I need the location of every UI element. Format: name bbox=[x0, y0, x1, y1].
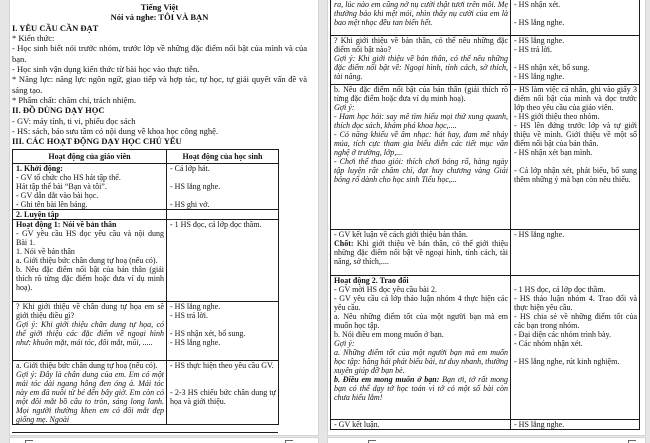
paragraph: Chốt: Khi giới thiệu về bản thân, có thể giới thiệu những đặc điểm nổi bật về ngoại hình, tính cách, tài năng, sở thích,.... bbox=[334, 239, 508, 266]
student-activity-cell bbox=[167, 219, 279, 301]
table-cut-border bbox=[12, 432, 278, 433]
paragraph: - HS lắng nghe. bbox=[514, 72, 565, 81]
table-row bbox=[331, 85, 640, 230]
paragraph: b. Nói điều em mong muốn ở bạn. bbox=[334, 330, 444, 339]
paragraph: Gợi ý: Khi giới thiệu chân dung tự họa, có thể giới thiệu các đặc điểm về ngoại hình như: khuôn mặt, mái tóc, đôi mắt, mũi, ..... bbox=[16, 319, 164, 347]
body-line: - Học sinh biết nói trước nhóm, trước lớp về những đặc điểm nổi bật của mình và của bạn. bbox=[12, 43, 307, 64]
teacher-activity-cell bbox=[331, 230, 511, 276]
paragraph: - HS lên đứng trước lớp và tự giới thiệu về mình. Giới thiệu về một số điểm nổi bật của bản thân. bbox=[514, 121, 637, 148]
paragraph bbox=[170, 370, 276, 379]
paragraph: b. Nêu đặc điểm nổi bật của bản thân (giải thích rõ từng đặc điểm hoặc đưa ví dụ minh hoạ). bbox=[334, 85, 508, 103]
paragraph: - HS thực hiện theo yêu cầu GV. bbox=[170, 360, 274, 370]
student-activity-cell bbox=[167, 209, 279, 219]
paragraph: - HS lắng nghe. bbox=[170, 337, 221, 347]
teacher-activity-cell bbox=[13, 219, 167, 301]
teacher-activity-cell bbox=[331, 0, 511, 36]
paragraph: a. Giới thiệu bức chân dung tự hoạ (nếu có). bbox=[16, 255, 158, 265]
paragraph: Gợi ý: bbox=[334, 339, 355, 348]
teacher-activity-cell bbox=[13, 360, 167, 424]
paragraph: - HS lắng nghe. bbox=[514, 420, 565, 429]
paragraph: Hoạt động 2. Trao đổi bbox=[334, 276, 409, 285]
table-row bbox=[13, 301, 279, 360]
teacher-activity-cell bbox=[331, 276, 511, 420]
paragraph: - HS làm việc cá nhân, ghi vào giấy 3 điểm nổi bật của mình và đọc trước lớp theo yêu cầu của giáo viên. bbox=[514, 85, 637, 112]
page-2 bbox=[328, 0, 645, 435]
teacher-activity-cell bbox=[331, 85, 511, 230]
paragraph: - HS trả lời. bbox=[170, 310, 209, 320]
paragraph: ? Khi giới thiệu về chân dung tự họa em sẽ giới thiệu điều gì? bbox=[16, 301, 164, 320]
paragraph bbox=[170, 379, 276, 388]
paragraph bbox=[170, 320, 276, 329]
table-header-row bbox=[13, 149, 279, 163]
column-header-student: Hoạt động của học sinh bbox=[167, 149, 279, 163]
paragraph: Gợi ý: Đây là chân dung của em. Em có một mái tóc dài ngang hông đen óng ả. Mái tóc này em đã nuôi từ bé đến bây giờ. Em còn có một đôi mắt bồ câu to tròn, sáng long lanh. Mọi người thường khen em có đôi mắt đẹp giống mẹ. Ngoài bbox=[16, 369, 164, 424]
paragraph: - 1 HS đọc, cả lớp đọc thầm. bbox=[170, 219, 262, 229]
paragraph: a. Giới thiệu bức chân dung tự hoạ (nếu có). bbox=[16, 360, 158, 370]
paragraph: ? Khi giới thiệu về bản thân, có thể nêu những đặc điểm nổi bật nào? bbox=[334, 36, 508, 54]
column-header-teacher: Hoạt động của giáo viên bbox=[13, 149, 167, 163]
paragraph: - Đại diện các nhóm trình bày. bbox=[514, 330, 612, 339]
student-activity-cell bbox=[167, 360, 279, 424]
paragraph: - HS nhận xét. bbox=[514, 0, 561, 9]
student-activity-cell bbox=[511, 0, 640, 36]
paragraph: ra, lúc nào em cũng nở nụ cười thật tươi trên môi. Mẹ thường bảo khi mệt mỏi, nhìn thấy nụ cười của em là bao mệt nhọc đều tan biến hết. bbox=[334, 0, 508, 27]
paragraph: - Ghi tên bài lên bảng. bbox=[16, 199, 88, 209]
paragraph bbox=[170, 191, 276, 200]
paragraph: - GV kết luận về cách giới thiệu bản thân. bbox=[334, 230, 468, 239]
paragraph: - Có năng khiếu về âm nhạc: hát hay, đam mê nhảy múa, tích cực tham gia biểu diễn các tiết mục văn nghệ ở trường, lớp,... bbox=[334, 130, 508, 157]
paragraph bbox=[514, 276, 637, 285]
heading-line: III. CÁC HOẠT ĐỘNG DẠY HỌC CHỦ YẾU bbox=[12, 136, 182, 147]
paragraph: Gợi ý: bbox=[334, 103, 355, 112]
student-activity-cell bbox=[511, 230, 640, 276]
paragraph: - HS ghi vở. bbox=[170, 199, 210, 209]
table-row bbox=[331, 0, 640, 36]
table-row bbox=[331, 276, 640, 420]
body-line: - GV: máy tính, ti vi, phiếu đọc sách bbox=[12, 115, 136, 126]
paragraph: - HS lắng nghe, rút kinh nghiệm. bbox=[514, 357, 620, 366]
paragraph: - Các nhóm nhận xét. bbox=[514, 339, 583, 348]
paragraph: - GV yêu cầu HS đọc yêu cầu và nội dung Bài 1. bbox=[16, 228, 164, 247]
teacher-activity-cell bbox=[331, 36, 511, 85]
paragraph: - 2-3 HS chiếu bức chân dung tự họa và giới thiệu. bbox=[170, 387, 276, 406]
paragraph: - HS lắng nghe. bbox=[514, 18, 565, 27]
heading-line: Nói và nghe: TÔI VÀ BẠN bbox=[110, 12, 209, 23]
table-row bbox=[331, 36, 640, 85]
paragraph bbox=[514, 9, 637, 18]
paragraph: 1. Nói về bản thân bbox=[16, 246, 75, 256]
paragraph: - HS nhận xét, bổ sung. bbox=[170, 328, 246, 338]
paragraph: - GV yêu cầu cả lớp thảo luận nhóm 4 thực hiện các yêu cầu. bbox=[334, 294, 508, 312]
paragraph: 2. Luyện tập bbox=[16, 209, 59, 219]
body-line: * Phẩm chất: chăm chỉ, trách nhiệm. bbox=[12, 95, 137, 106]
paragraph: - Ham học hỏi: say mê tìm hiểu mọi thứ xung quanh, thích đọc sách, khám phá khoa học,.... bbox=[334, 112, 508, 130]
paragraph: a. Nêu những điểm tốt của một người bạn mà em muốn học tập. bbox=[334, 312, 508, 330]
table-row bbox=[13, 219, 279, 301]
paragraph: - GV tổ chức cho HS hát tập thể. bbox=[16, 172, 121, 182]
paragraph: - Cả lớp nhận xét, phát biểu, bổ sung thêm những ý mà bạn còn nêu thiếu. bbox=[514, 166, 637, 184]
paragraph: - HS lắng nghe. bbox=[514, 230, 565, 239]
paragraph: b. Nêu đặc điểm nổi bật của bản thân (giải thích rõ từng đặc điểm hoặc đưa ví dụ minh hoạ). bbox=[16, 264, 164, 292]
paragraph: - HS thảo luận nhóm 4. Trao đổi và thực hiện yêu cầu. bbox=[514, 294, 637, 312]
student-activity-cell bbox=[167, 163, 279, 209]
teacher-activity-cell bbox=[13, 163, 167, 209]
paragraph: - HS chia sẻ về những điểm tốt của các bạn trong nhóm. bbox=[514, 312, 637, 330]
paragraph: - HS nhận xét, bổ sung. bbox=[514, 63, 590, 72]
paragraph bbox=[514, 54, 637, 63]
paragraph: Gợi ý: Khi giới thiệu về bản thân, có thể nêu những đặc điểm nổi bật về: Ngoại hình, tính cách, sở thích, tài năng. bbox=[334, 54, 508, 81]
table-row bbox=[331, 230, 640, 276]
teacher-activity-cell bbox=[331, 420, 511, 430]
student-activity-cell bbox=[167, 301, 279, 360]
paragraph: Hát tập thể bài “Bạn và tôi”. bbox=[16, 181, 107, 191]
page-3-top-sliver bbox=[10, 438, 318, 443]
student-activity-cell bbox=[511, 420, 640, 430]
paragraph: - GV mời HS đọc yêu cầu bài 2. bbox=[334, 285, 437, 294]
paragraph: b. Điều em mong muốn ở bạn: Bạn ơi, tớ rất mong bạn có thể dạy tớ học toán vì tớ có một số bài còn chưa hiểu lắm! bbox=[334, 375, 508, 402]
body-line: * Năng lực: năng lực ngôn ngữ, giao tiếp và hợp tác, tự học, tự giải quyết vấn đề và sáng tạo. bbox=[12, 74, 307, 95]
paragraph: 1. Khởi động: bbox=[16, 163, 63, 173]
table-row bbox=[331, 420, 640, 430]
body-line: - HS: sách, báo sưu tầm có nội dung về khoa học công nghệ. bbox=[12, 126, 218, 137]
page-1 bbox=[10, 0, 318, 435]
activities-table-page-1 bbox=[12, 149, 279, 425]
lesson-plan-header-block bbox=[10, 0, 318, 147]
activities-table-page-2 bbox=[330, 0, 640, 430]
table-row bbox=[13, 163, 279, 209]
student-activity-cell bbox=[511, 36, 640, 85]
body-line: - Học sinh vận dụng kiến thức từ bài học vào thực tiễn. bbox=[12, 64, 200, 75]
teacher-activity-cell bbox=[13, 301, 167, 360]
paragraph bbox=[514, 157, 637, 166]
paragraph: - Chơi thể thao giỏi: thích chơi bóng rổ, hàng ngày tập luyện rất chăm chỉ, đạt huy chương vàng Giải bóng rổ dành cho học sinh Tiểu học,... bbox=[334, 157, 508, 184]
paragraph: - Cả lớp hát. bbox=[170, 163, 210, 173]
paragraph: Hoạt động 1: Nói về bản thân bbox=[16, 219, 117, 229]
heading-line: Tiếng Việt bbox=[140, 2, 179, 12]
paragraph: - HS lắng nghe. bbox=[170, 181, 221, 191]
heading-line: I. YÊU CẦU CẦN ĐẠT bbox=[12, 22, 99, 33]
student-activity-cell bbox=[511, 85, 640, 230]
paragraph: - GV dẫn dắt vào bài học. bbox=[16, 190, 99, 200]
paragraph: - HS lắng nghe. bbox=[514, 36, 565, 45]
paragraph bbox=[514, 348, 637, 357]
paragraph: a. Những điểm tốt của một người bạn mà em muốn học tập: hăng hái phát biểu bài, tư duy nhanh, thường xuyên giúp đỡ bạn bè. bbox=[334, 348, 508, 375]
table-row bbox=[13, 360, 279, 424]
body-line: * Kiến thức: bbox=[12, 33, 55, 44]
paragraph: - HS trả lời. bbox=[514, 45, 553, 54]
student-activity-cell bbox=[511, 276, 640, 420]
paragraph bbox=[170, 173, 276, 182]
table-row bbox=[13, 209, 279, 219]
paragraph: - HS giới thiệu theo nhóm. bbox=[514, 112, 600, 121]
paragraph: - HS nhận xét bạn mình. bbox=[514, 148, 593, 157]
teacher-activity-cell bbox=[13, 209, 167, 219]
paragraph: - GV kết luận. bbox=[334, 420, 380, 429]
paragraph: - HS lắng nghe. bbox=[170, 301, 221, 311]
paragraph: - 1 HS đọc, cả lớp đọc thầm. bbox=[514, 285, 606, 294]
heading-line: II. ĐỒ DÙNG DẠY HỌC bbox=[12, 105, 105, 116]
